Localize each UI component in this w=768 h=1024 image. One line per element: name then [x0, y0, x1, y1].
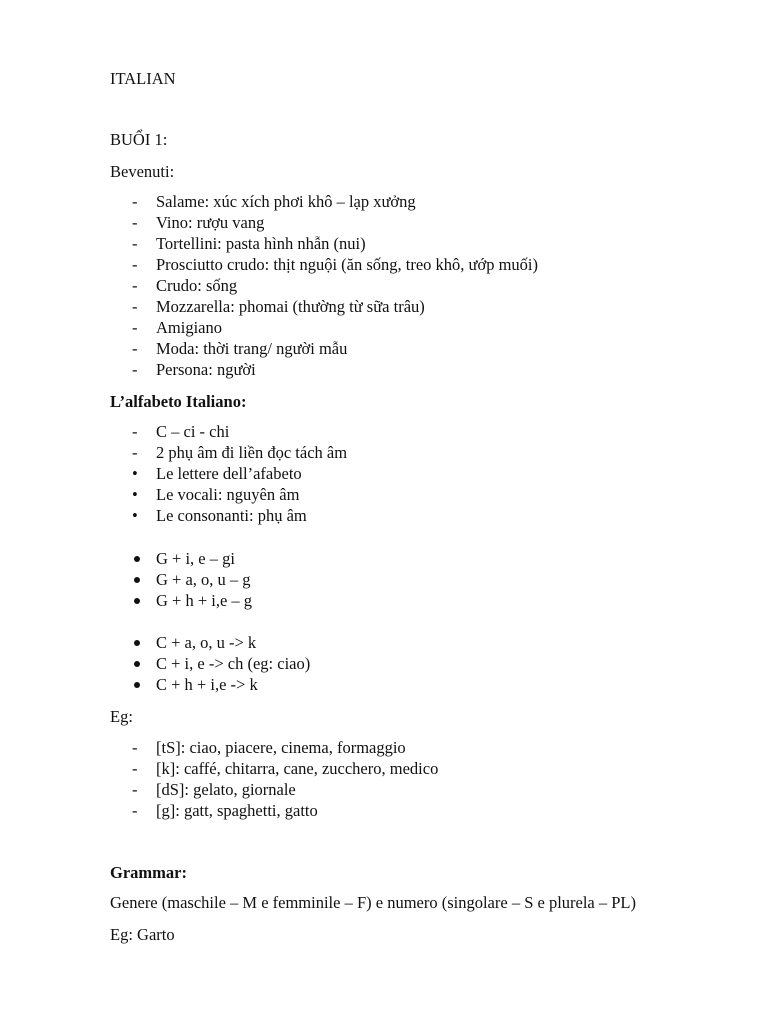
dash-marker: -: [132, 780, 138, 799]
alphabet-heading: L’alfabeto Italiano:: [110, 392, 247, 411]
bullet-dot-icon: [134, 556, 140, 562]
list-item: - Salame: xúc xích phơi khô – lạp xưởng: [132, 192, 416, 211]
list-item: - Crudo: sống: [132, 276, 238, 295]
list-item: - Vino: rượu vang: [132, 213, 265, 232]
dash-marker: -: [132, 318, 138, 337]
list-item: C + a, o, u -> k: [110, 633, 310, 654]
list-item: - 2 phụ âm đi liền đọc tách âm: [132, 443, 348, 462]
dash-marker: -: [132, 422, 138, 441]
list-item: - Persona: người: [132, 360, 256, 379]
eg-label: Eg:: [110, 707, 133, 726]
alphabet-list: [110, 422, 347, 527]
bullet-dot-icon: [134, 640, 140, 646]
intro-label: Bevenuti:: [110, 162, 175, 181]
dash-marker: -: [132, 339, 138, 358]
list-item: - Amigiano: [132, 318, 222, 337]
list-item: - [dS]: gelato, giornale: [132, 780, 296, 799]
list-item: G + i, e – gi: [110, 549, 252, 570]
list-item: • Le vocali: nguyên âm: [132, 485, 300, 504]
vocab-list: [110, 192, 538, 381]
bullet-marker: •: [132, 506, 138, 525]
bullet-dot-icon: [134, 682, 140, 688]
g-rules-list: [110, 549, 252, 612]
list-item: G + h + i,e – g: [110, 591, 252, 612]
list-item: • Le consonanti: phụ âm: [132, 506, 307, 525]
dash-marker: -: [132, 360, 138, 379]
dash-marker: -: [132, 801, 138, 820]
list-item: - [k]: caffé, chitarra, cane, zucchero, medico: [132, 759, 439, 778]
dash-marker: -: [132, 276, 138, 295]
bullet-marker: •: [132, 485, 138, 504]
list-item: - [tS]: ciao, piacere, cinema, formaggio: [132, 738, 406, 757]
examples-list: [110, 738, 438, 822]
dash-marker: -: [132, 738, 138, 757]
bullet-dot-icon: [134, 661, 140, 667]
list-item: - Mozzarella: phomai (thường từ sữa trâu): [132, 297, 425, 316]
grammar-example: Eg: Garto: [110, 925, 175, 944]
list-item: G + a, o, u – g: [110, 570, 252, 591]
list-item: - Prosciutto crudo: thịt nguội (ăn sống, treo khô, ướp muối): [132, 255, 539, 274]
dash-marker: -: [132, 759, 138, 778]
bullet-dot-icon: [134, 577, 140, 583]
dash-marker: -: [132, 443, 138, 462]
dash-marker: -: [132, 213, 138, 232]
grammar-text: Genere (maschile – M e femminile – F) e numero (singolare – S e plurela – PL): [110, 893, 637, 912]
list-item: - Tortellini: pasta hình nhẫn (nui): [132, 234, 366, 253]
bullet-marker: •: [132, 464, 138, 483]
dash-marker: -: [132, 192, 138, 211]
c-rules-list: [110, 633, 310, 696]
dash-marker: -: [132, 255, 138, 274]
bullet-dot-icon: [134, 598, 140, 604]
list-item: C + i, e -> ch (eg: ciao): [110, 654, 310, 675]
list-item: - Moda: thời trang/ người mẫu: [132, 339, 348, 358]
doc-title: ITALIAN: [110, 69, 176, 88]
list-item: - [g]: gatt, spaghetti, gatto: [132, 801, 318, 820]
session-heading: BUỔI 1:: [110, 130, 168, 149]
list-item: - C – ci - chi: [132, 422, 230, 441]
grammar-heading: Grammar:: [110, 863, 187, 882]
list-item: • Le lettere dell’afabeto: [132, 464, 302, 483]
list-item: C + h + i,e -> k: [110, 675, 310, 696]
dash-marker: -: [132, 297, 138, 316]
dash-marker: -: [132, 234, 138, 253]
